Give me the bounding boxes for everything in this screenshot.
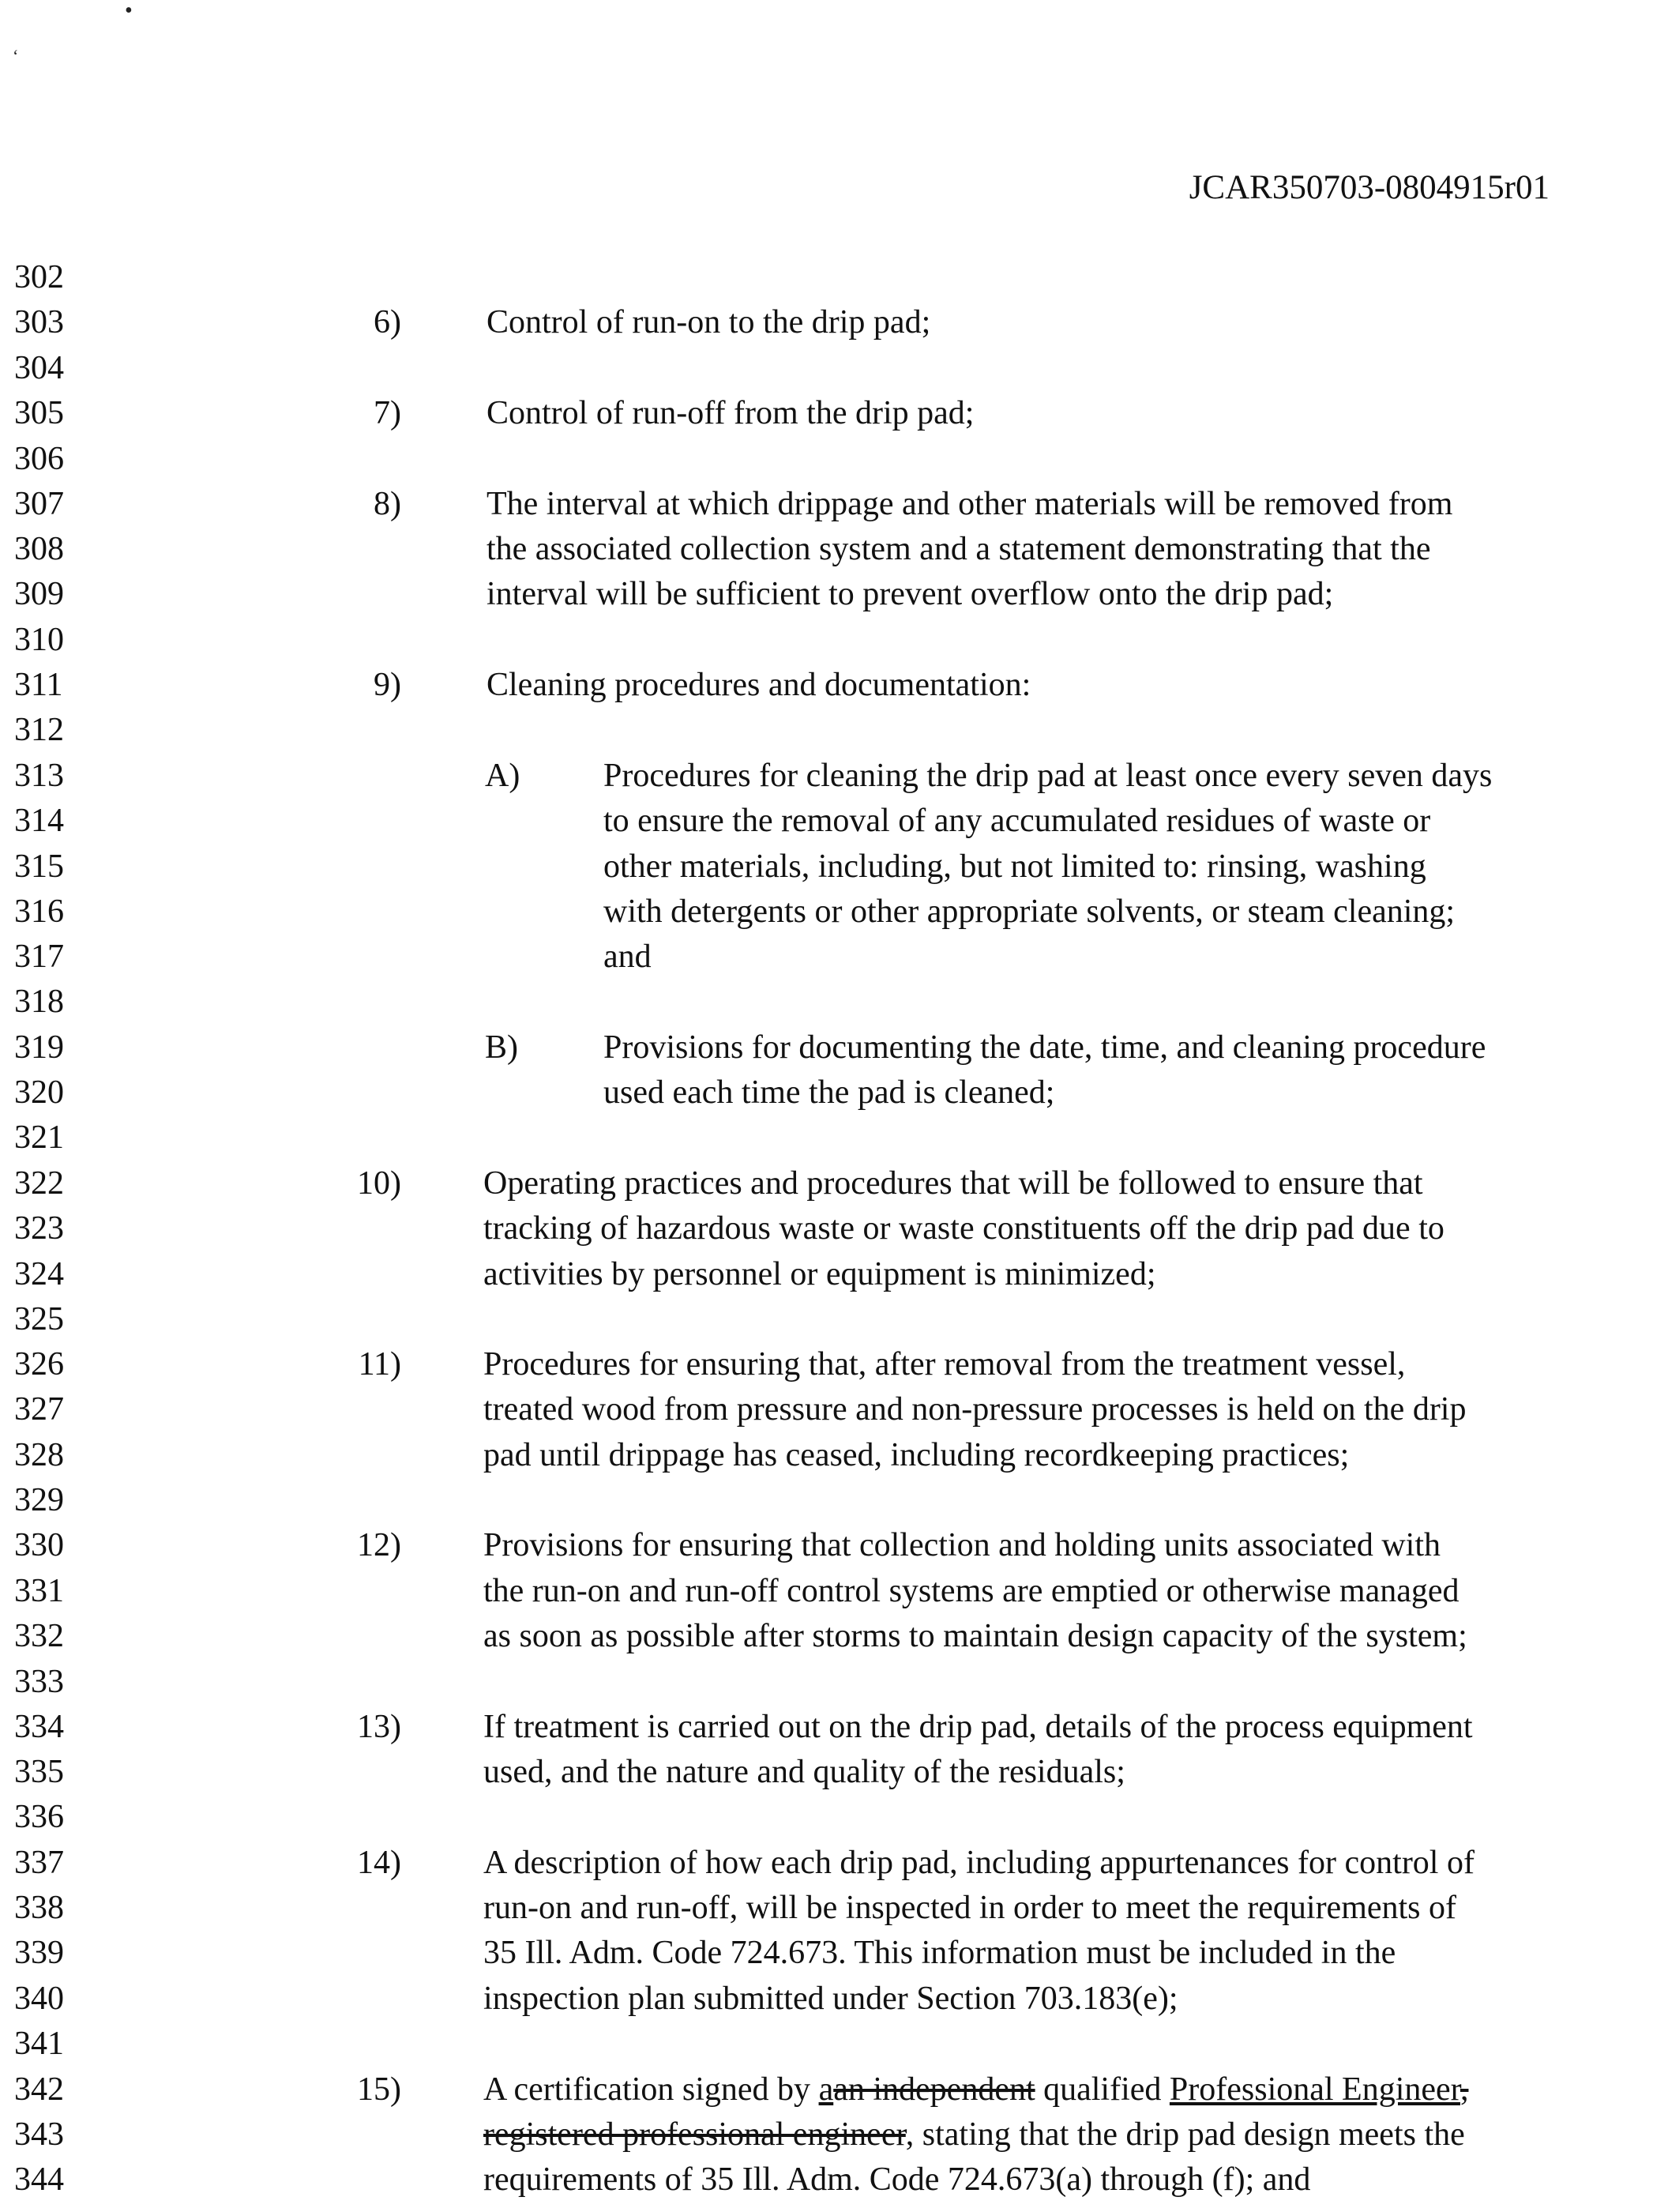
item-text: If treatment is carried out on the drip pad, details of the process equipment (483, 1709, 1473, 1745)
line-number: 305 (14, 395, 64, 431)
line-number: 340 (14, 1981, 64, 2017)
item-text: Provisions for ensuring that collection and holding units associated with (483, 1527, 1441, 1563)
item-number: 7) (374, 395, 401, 431)
line-number: 321 (14, 1119, 64, 1156)
item-text: requirements of 35 Ill. Adm. Code 724.673(a) through (f); and (483, 2161, 1311, 2198)
line-number: 313 (14, 758, 64, 794)
deleted-text: an independent (833, 2071, 1035, 2108)
item-number: 15) (357, 2071, 401, 2108)
item-text: used, and the nature and quality of the residuals; (483, 1754, 1125, 1790)
item-text: The interval at which drippage and other materials will be removed from (486, 486, 1453, 522)
line-number: 336 (14, 1799, 64, 1835)
line-number: 344 (14, 2161, 64, 2198)
document-id-header: JCAR350703-0804915r01 (1189, 169, 1550, 206)
item-number: 14) (357, 1845, 401, 1881)
line-number: 334 (14, 1709, 64, 1745)
line-number: 327 (14, 1391, 64, 1428)
item-text (483, 2118, 1465, 2151)
item-number: 8) (374, 486, 401, 522)
line-number: 311 (14, 667, 63, 703)
item-text: A description of how each drip pad, including appurtenances for control of (483, 1845, 1475, 1881)
line-number: 317 (14, 939, 64, 975)
line-number: 307 (14, 486, 64, 522)
line-number: 337 (14, 1845, 64, 1881)
item-number: A) (485, 758, 520, 794)
line-number: 339 (14, 1935, 64, 1971)
line-number: 326 (14, 1346, 64, 1382)
item-number: B) (485, 1029, 518, 1066)
text-run: A certification signed by (483, 2071, 819, 2108)
line-number: 325 (14, 1301, 64, 1337)
item-text: treated wood from pressure and non-pressure processes is held on the drip (483, 1391, 1467, 1428)
line-number: 335 (14, 1754, 64, 1790)
item-text: Procedures for ensuring that, after removal from the treatment vessel, (483, 1346, 1406, 1382)
line-number: 323 (14, 1210, 64, 1247)
item-text: used each time the pad is cleaned; (603, 1074, 1055, 1111)
item-text: pad until drippage has ceased, including recordkeeping practices; (483, 1437, 1350, 1473)
item-text: Operating practices and procedures that will be followed to ensure that (483, 1165, 1423, 1202)
item-text: tracking of hazardous waste or waste constituents off the drip pad due to (483, 1210, 1444, 1247)
item-text: inspection plan submitted under Section 703.183(e); (483, 1981, 1178, 2017)
line-number: 329 (14, 1482, 64, 1518)
line-number: 328 (14, 1437, 64, 1473)
deleted-text: registered professional engineer (483, 2116, 906, 2153)
line-number: 332 (14, 1618, 64, 1654)
item-text: with detergents or other appropriate solvents, or steam cleaning; (603, 893, 1456, 930)
line-number: 310 (14, 622, 64, 658)
text-run: qualified (1035, 2071, 1170, 2108)
item-text: as soon as possible after storms to maintain design capacity of the system; (483, 1618, 1467, 1654)
item-text: Control of run-off from the drip pad; (486, 395, 975, 431)
line-number: 308 (14, 531, 64, 567)
line-number: 306 (14, 441, 64, 477)
scan-tick-mark: ‘ (13, 46, 19, 66)
line-number: 309 (14, 576, 64, 612)
item-text: to ensure the removal of any accumulated residues of waste or (603, 803, 1431, 839)
item-text: activities by personnel or equipment is minimized; (483, 1256, 1156, 1292)
inserted-text: a (818, 2071, 834, 2108)
line-number: 314 (14, 803, 64, 839)
item-text: other materials, including, but not limited to: rinsing, washing (603, 848, 1426, 885)
line-number: 304 (14, 350, 64, 386)
line-number: 342 (14, 2071, 64, 2108)
line-number: 324 (14, 1256, 64, 1292)
item-number: 12) (357, 1527, 401, 1563)
item-number: 11) (358, 1346, 401, 1382)
line-number: 333 (14, 1664, 64, 1700)
line-number: 341 (14, 2026, 64, 2062)
line-number: 331 (14, 1573, 64, 1609)
inserted-text: Professional Engineer (1169, 2071, 1460, 2108)
item-text: 35 Ill. Adm. Code 724.673. This information must be included in the (483, 1935, 1396, 1971)
line-number: 312 (14, 712, 64, 748)
line-number: 330 (14, 1527, 64, 1563)
item-text: Control of run-on to the drip pad; (486, 304, 931, 340)
line-number: 320 (14, 1074, 64, 1111)
item-text: run-on and run-off, will be inspected in order to meet the requirements of (483, 1890, 1457, 1926)
item-text: Provisions for documenting the date, time, and cleaning procedure (603, 1029, 1486, 1066)
text-run: , stating that the drip pad design meets the (905, 2116, 1465, 2153)
line-number: 338 (14, 1890, 64, 1926)
line-number: 319 (14, 1029, 64, 1066)
line-number: 302 (14, 259, 64, 295)
item-text: Procedures for cleaning the drip pad at least once every seven days (603, 758, 1493, 794)
item-number: 10) (357, 1165, 401, 1202)
item-text (483, 2073, 1468, 2106)
item-text: the associated collection system and a statement demonstrating that the (486, 531, 1431, 567)
line-number: 316 (14, 893, 64, 930)
line-number: 343 (14, 2116, 64, 2153)
item-number: 9) (374, 667, 401, 703)
deleted-text: , (1460, 2071, 1469, 2108)
item-text: interval will be sufficient to prevent overflow onto the drip pad; (486, 576, 1334, 612)
item-number: 6) (374, 304, 401, 340)
item-text: the run-on and run-off control systems are emptied or otherwise managed (483, 1573, 1460, 1609)
item-text: Cleaning procedures and documentation: (486, 667, 1031, 703)
item-number: 13) (357, 1709, 401, 1745)
scan-dot-mark: • (125, 0, 133, 23)
item-text: and (603, 939, 652, 975)
line-number: 315 (14, 848, 64, 885)
line-number: 322 (14, 1165, 64, 1202)
line-number: 318 (14, 984, 64, 1020)
line-number: 303 (14, 304, 64, 340)
